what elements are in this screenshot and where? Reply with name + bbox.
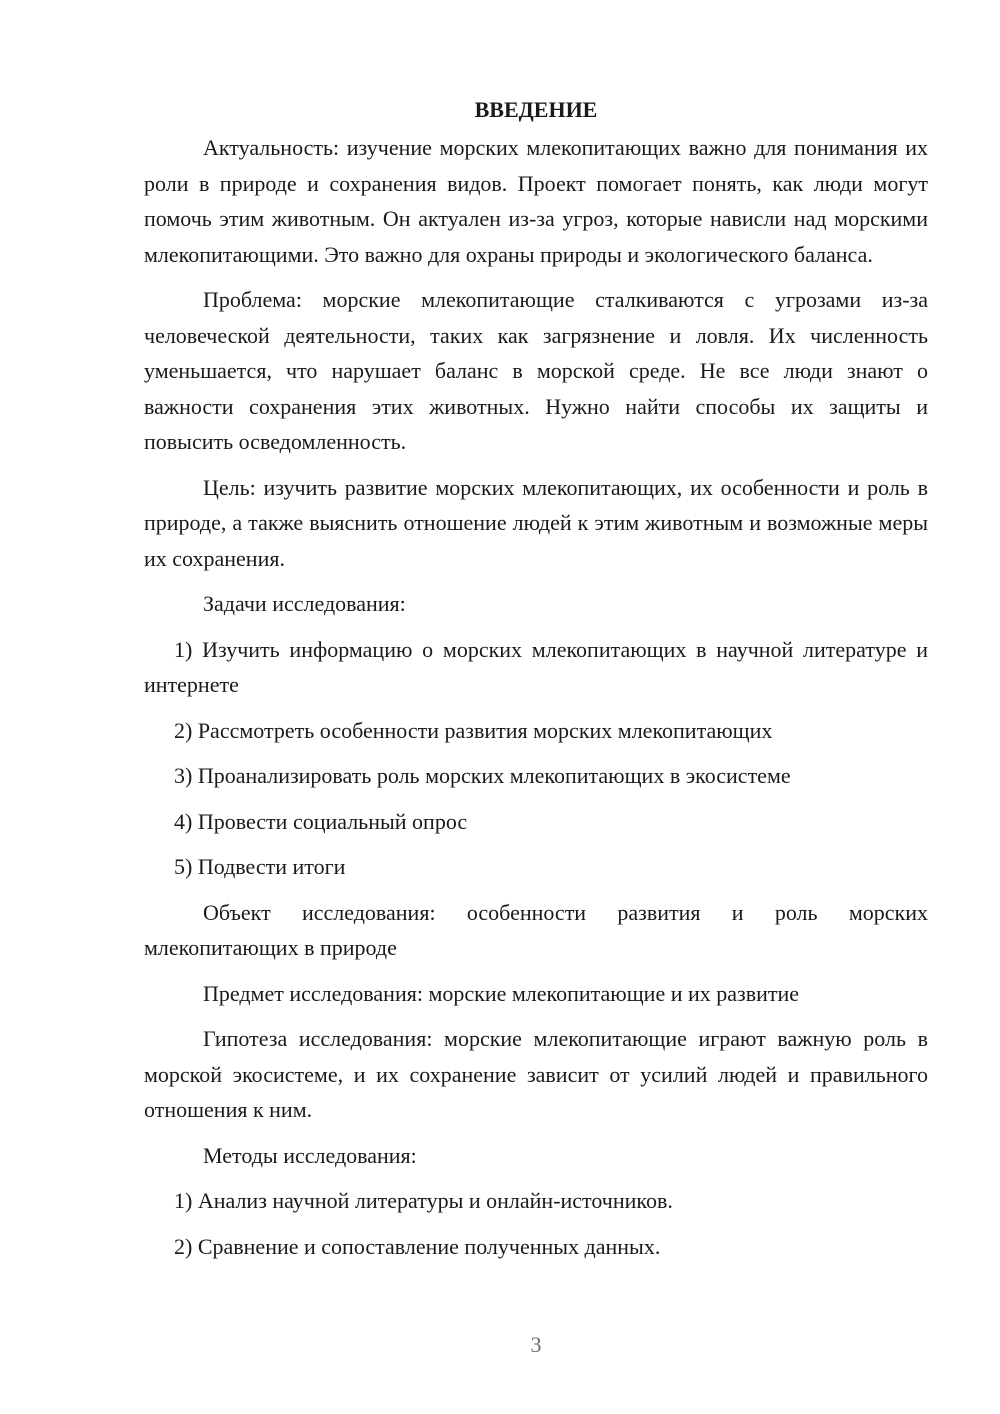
problem-paragraph: Проблема: морские млекопитающие сталкиваются с угрозами из-за человеческой деятельности, таких как загрязнение и ловля. Их численность уменьшается, что нарушает баланс в морской среде. Не все люди знают о важности сохранения этих животных. Нужно найти способы их защиты и повысить осведомленность.: [144, 287, 928, 454]
relevance-paragraph: Актуальность: изучение морских млекопитающих важно для понимания их роли в природе и сохранения видов. Проект помогает понять, как люди могут помочь этим животным. Он актуален из-за угроз, которые нависли над морскими млекопитающими. Это важно для охраны природы и экологического баланса.: [144, 135, 928, 267]
page-number: 3: [530, 1332, 542, 1357]
task-item-2: 2) Рассмотреть особенности развития морских млекопитающих: [174, 717, 773, 743]
object-paragraph: Объект исследования: особенности развития и роль морских млекопитающих в природе: [144, 899, 928, 960]
task-item-4: 4) Провести социальный опрос: [174, 808, 468, 834]
subject-paragraph: Предмет исследования: морские млекопитающие и их развитие: [203, 980, 800, 1006]
task-item-3: 3) Проанализировать роль морских млекопитающих в экосистеме: [174, 763, 791, 788]
method-item-2: 2) Сравнение и сопоставление полученных данных.: [174, 1233, 661, 1259]
goal-paragraph: Цель: изучить развитие морских млекопитающих, их особенности и роль в природе, а также выяснить отношение людей к этим животным и возможные меры их сохранения.: [144, 474, 928, 571]
document-page: [144, 92, 928, 1274]
method-item-1: 1) Анализ научной литературы и онлайн-источников.: [174, 1188, 673, 1213]
page-title: ВВЕДЕНИЕ: [474, 97, 598, 122]
methods-heading: Методы исследования:: [203, 1142, 417, 1168]
task-item-5: 5) Подвести итоги: [174, 854, 346, 879]
task-item-1: 1) Изучить информацию о морских млекопитающих в научной литературе и интернете: [144, 636, 928, 697]
tasks-heading: Задачи исследования:: [203, 591, 406, 616]
hypothesis-paragraph: Гипотеза исследования: морские млекопитающие играют важную роль в морской экосистеме, и их сохранение зависит от усилий людей и правильного отношения к ним.: [144, 1026, 928, 1122]
